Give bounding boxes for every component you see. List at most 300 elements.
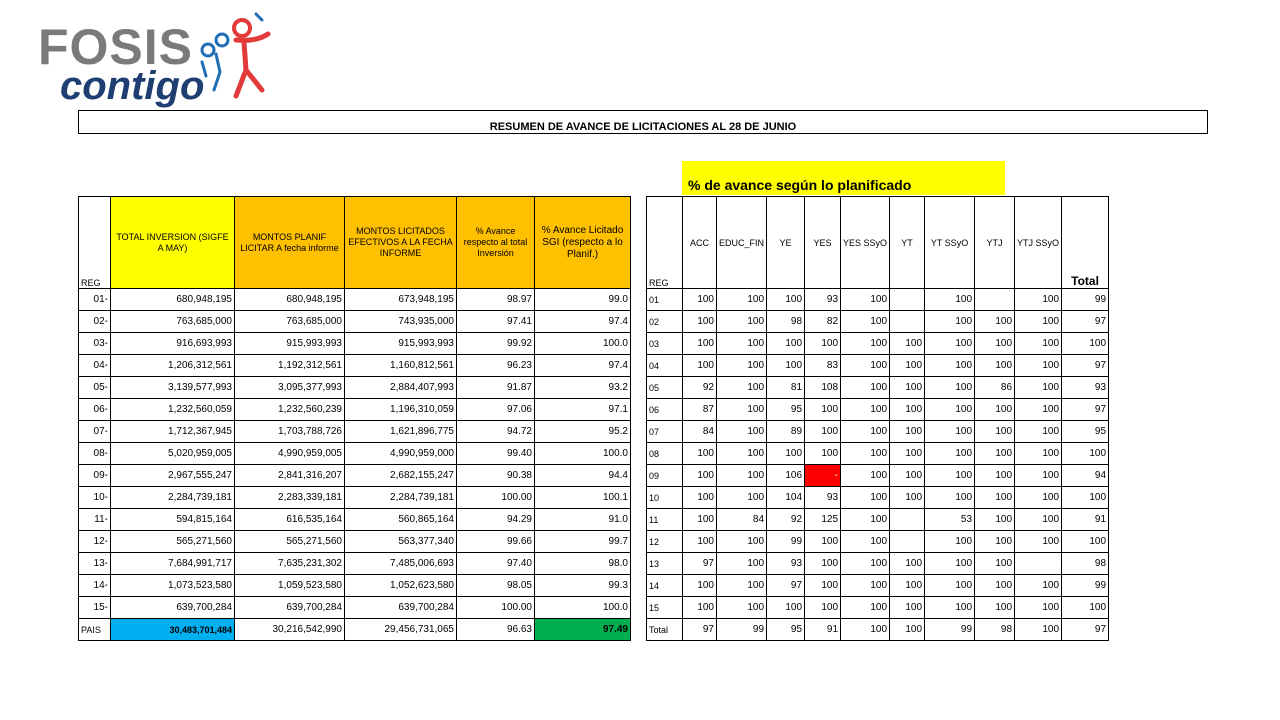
value-cell: 99.40 [457,443,535,465]
investment-header-row [79,197,631,289]
progress-cell: 100 [1062,531,1109,553]
region-cell: 08 [647,443,683,465]
progress-cell: 100 [1015,399,1062,421]
value-cell: 763,685,000 [235,311,345,333]
region-cell: 09- [79,465,111,487]
total-row [79,619,631,641]
progress-cell: 100 [767,443,805,465]
progress-cell: 100 [925,597,975,619]
progress-header-cell: YT SSyO [925,197,975,289]
value-cell: 1,052,623,580 [345,575,457,597]
progress-cell: 98 [1062,553,1109,575]
value-cell: 97.4 [535,311,631,333]
value-cell: 99.0 [535,289,631,311]
progress-cell: 100 [717,487,767,509]
progress-cell: 99 [1062,289,1109,311]
value-cell: 915,993,993 [235,333,345,355]
value-cell: 100.1 [535,487,631,509]
progress-cell: 100 [841,531,890,553]
table-row [647,399,1109,421]
value-cell: 560,865,164 [345,509,457,531]
progress-cell: 100 [1015,289,1062,311]
value-cell: 97.4 [535,355,631,377]
progress-cell: 100 [717,597,767,619]
progress-cell: 100 [925,553,975,575]
value-cell: 99.66 [457,531,535,553]
progress-cell: 100 [841,443,890,465]
progress-cell: 100 [1015,311,1062,333]
progress-cell: 100 [1062,443,1109,465]
progress-cell: 100 [683,333,717,355]
value-cell: 98.0 [535,553,631,575]
progress-cell: 97 [767,575,805,597]
progress-cell: 92 [767,509,805,531]
progress-cell: - [805,465,841,487]
progress-cell: 100 [717,553,767,575]
value-cell: 98.97 [457,289,535,311]
region-cell: 13 [647,553,683,575]
progress-cell: 100 [890,553,925,575]
progress-cell: 100 [1062,487,1109,509]
progress-cell: 100 [925,311,975,333]
progress-cell: 100 [925,421,975,443]
total-value-cell: 100 [841,619,890,641]
progress-cell: 100 [767,355,805,377]
progress-cell [975,289,1015,311]
progress-cell: 99 [1062,575,1109,597]
progress-cell: 91 [1062,509,1109,531]
logo-fosis-text: FOSIS [38,19,194,75]
progress-cell: 100 [925,377,975,399]
progress-cell: 100 [841,333,890,355]
progress-cell: 100 [1062,333,1109,355]
progress-cell: 89 [767,421,805,443]
header-montos-licitados: MONTOS LICITADOS EFECTIVOS A LA FECHA INFORME [345,197,457,289]
progress-cell: 100 [805,575,841,597]
progress-cell: 84 [717,509,767,531]
progress-cell: 100 [805,443,841,465]
progress-cell: 100 [1015,487,1062,509]
region-cell: 09 [647,465,683,487]
value-cell: 1,192,312,561 [235,355,345,377]
progress-cell: 100 [717,465,767,487]
table-row [79,443,631,465]
value-cell: 94.72 [457,421,535,443]
region-cell: 01 [647,289,683,311]
progress-cell [890,509,925,531]
progress-header-cell: EDUC_FIN [717,197,767,289]
progress-cell: 100 [975,355,1015,377]
region-cell: 07- [79,421,111,443]
progress-cell: 100 [717,377,767,399]
progress-cell: 95 [767,399,805,421]
table-row [79,311,631,333]
progress-cell: 100 [841,575,890,597]
total-value-cell: 96.63 [457,619,535,641]
region-cell: 14 [647,575,683,597]
region-cell: 01- [79,289,111,311]
progress-header-cell: YTJ SSyO [1015,197,1062,289]
progress-cell: 104 [767,487,805,509]
header-pct-licitado: % Avance Licitado SGI (respecto a lo Planif.) [535,197,631,289]
value-cell: 1,160,812,561 [345,355,457,377]
table-row [647,487,1109,509]
region-cell: 06 [647,399,683,421]
total-value-cell: 98 [975,619,1015,641]
value-cell: 639,700,284 [235,597,345,619]
progress-cell: 100 [683,443,717,465]
progress-cell: 100 [805,531,841,553]
progress-cell: 100 [717,575,767,597]
value-cell: 594,815,164 [111,509,235,531]
progress-cell: 100 [1015,509,1062,531]
progress-cell: 99 [767,531,805,553]
value-cell: 1,059,523,580 [235,575,345,597]
table-row [79,355,631,377]
progress-cell: 100 [717,311,767,333]
progress-cell: 100 [805,597,841,619]
progress-cell: 93 [767,553,805,575]
progress-cell: 100 [975,443,1015,465]
progress-cell: 100 [975,553,1015,575]
progress-cell: 100 [841,553,890,575]
progress-cell [890,311,925,333]
region-cell: 02- [79,311,111,333]
progress-cell: 100 [767,289,805,311]
progress-cell: 98 [767,311,805,333]
progress-cell: 53 [925,509,975,531]
progress-cell: 100 [975,509,1015,531]
progress-header-cell: YE [767,197,805,289]
table-row [79,399,631,421]
progress-cell: 100 [683,575,717,597]
progress-cell: 100 [683,487,717,509]
value-cell: 5,020,959,005 [111,443,235,465]
progress-cell: 84 [683,421,717,443]
progress-cell: 100 [805,399,841,421]
progress-cell: 100 [890,487,925,509]
table-row [647,421,1109,443]
progress-cell: 100 [683,355,717,377]
value-cell: 7,684,991,717 [111,553,235,575]
value-cell: 7,485,006,693 [345,553,457,575]
region-cell: 08- [79,443,111,465]
region-cell: 10 [647,487,683,509]
progress-header-cell: REG [647,197,683,289]
progress-cell: 100 [975,399,1015,421]
total-value-cell: 100 [890,619,925,641]
progress-cell: 100 [683,465,717,487]
table-row [647,289,1109,311]
region-cell: 02 [647,311,683,333]
progress-cell: 125 [805,509,841,531]
total-value-cell: 99 [925,619,975,641]
total-value-cell: 99 [717,619,767,641]
progress-cell: 81 [767,377,805,399]
progress-cell: 100 [975,421,1015,443]
progress-header-cell: Total [1062,197,1109,289]
progress-cell: 100 [841,311,890,333]
progress-cell: 100 [925,443,975,465]
progress-cell: 100 [683,289,717,311]
progress-cell: 93 [805,289,841,311]
fosis-logo [38,10,278,110]
progress-cell: 100 [1062,597,1109,619]
region-cell: 12 [647,531,683,553]
progress-cell: 97 [1062,355,1109,377]
progress-header-cell: ACC [683,197,717,289]
total-value-cell: 100 [1015,619,1062,641]
progress-cell: 82 [805,311,841,333]
value-cell: 563,377,340 [345,531,457,553]
table-row [647,377,1109,399]
progress-cell: 100 [890,465,925,487]
progress-cell [890,289,925,311]
progress-cell: 100 [841,465,890,487]
progress-cell: 100 [890,597,925,619]
header-montos-planif: MONTOS PLANIF LICITAR A fecha informe [235,197,345,289]
region-cell: 12- [79,531,111,553]
region-cell: 05 [647,377,683,399]
progress-header-cell: YTJ [975,197,1015,289]
table-row [647,465,1109,487]
progress-cell: 100 [841,399,890,421]
value-cell: 100.0 [535,443,631,465]
progress-cell: 100 [717,399,767,421]
value-cell: 97.06 [457,399,535,421]
header-pct-avance: % Avance respecto al total Inversión [457,197,535,289]
value-cell: 96.23 [457,355,535,377]
progress-cell: 100 [683,311,717,333]
region-cell: 06- [79,399,111,421]
table-row [79,531,631,553]
logo-people-icon [196,10,276,100]
value-cell: 565,271,560 [111,531,235,553]
progress-cell: 100 [767,597,805,619]
progress-cell: 100 [841,509,890,531]
progress-cell: 100 [841,377,890,399]
value-cell: 2,284,739,181 [111,487,235,509]
progress-cell: 100 [890,421,925,443]
header-total-inversion: TOTAL INVERSION (SIGFE A MAY) [111,197,235,289]
progress-cell: 100 [805,553,841,575]
total-value-cell: 29,456,731,065 [345,619,457,641]
progress-cell: 87 [683,399,717,421]
total-value-cell: 97 [1062,619,1109,641]
region-cell: 11- [79,509,111,531]
total-row [647,619,1109,641]
value-cell: 1,232,560,239 [235,399,345,421]
progress-cell: 106 [767,465,805,487]
table-row [79,509,631,531]
progress-cell: 100 [890,443,925,465]
value-cell: 916,693,993 [111,333,235,355]
progress-cell: 100 [841,355,890,377]
progress-cell: 100 [975,597,1015,619]
value-cell: 2,884,407,993 [345,377,457,399]
total-value-cell: 95 [767,619,805,641]
value-cell: 1,196,310,059 [345,399,457,421]
progress-cell [890,531,925,553]
table-row [647,553,1109,575]
progress-cell: 100 [805,333,841,355]
value-cell: 93.2 [535,377,631,399]
value-cell: 100.00 [457,597,535,619]
table-row [647,311,1109,333]
value-cell: 616,535,164 [235,509,345,531]
value-cell: 100.0 [535,333,631,355]
value-cell: 98.05 [457,575,535,597]
value-cell: 1,712,367,945 [111,421,235,443]
header-reg: REG [79,197,111,289]
value-cell: 94.29 [457,509,535,531]
progress-cell: 93 [805,487,841,509]
value-cell: 97.41 [457,311,535,333]
progress-cell: 100 [1015,575,1062,597]
table-row [79,553,631,575]
value-cell: 1,206,312,561 [111,355,235,377]
value-cell: 94.4 [535,465,631,487]
region-cell: 03 [647,333,683,355]
progress-cell: 100 [717,355,767,377]
value-cell: 99.7 [535,531,631,553]
total-value-cell: 97 [683,619,717,641]
value-cell: 99.92 [457,333,535,355]
progress-header-row [647,197,1109,289]
value-cell: 7,635,231,302 [235,553,345,575]
total-label-cell: PAIS [79,619,111,641]
value-cell: 90.38 [457,465,535,487]
value-cell: 673,948,195 [345,289,457,311]
progress-cell: 100 [1015,465,1062,487]
progress-cell: 100 [1015,443,1062,465]
planned-progress-banner: % de avance según lo planificado [682,161,1005,195]
progress-cell: 86 [975,377,1015,399]
value-cell: 99.3 [535,575,631,597]
table-row [647,355,1109,377]
table-row [647,531,1109,553]
value-cell: 3,095,377,993 [235,377,345,399]
region-cell: 05- [79,377,111,399]
progress-cell: 100 [717,289,767,311]
total-value-cell: 91 [805,619,841,641]
value-cell: 1,621,896,775 [345,421,457,443]
progress-cell: 100 [890,333,925,355]
progress-cell: 100 [925,487,975,509]
progress-cell: 97 [683,553,717,575]
progress-cell: 100 [841,421,890,443]
table-row [79,575,631,597]
progress-cell: 100 [975,575,1015,597]
region-cell: 11 [647,509,683,531]
progress-cell: 92 [683,377,717,399]
value-cell: 91.87 [457,377,535,399]
total-value-cell: 30,216,542,990 [235,619,345,641]
total-label-cell: Total [647,619,683,641]
investment-table [78,196,631,641]
value-cell: 100.00 [457,487,535,509]
progress-cell: 100 [1015,597,1062,619]
progress-cell: 100 [975,311,1015,333]
value-cell: 680,948,195 [235,289,345,311]
value-cell: 91.0 [535,509,631,531]
progress-cell: 100 [1015,333,1062,355]
value-cell: 95.2 [535,421,631,443]
progress-cell: 100 [717,443,767,465]
table-row [79,487,631,509]
progress-cell: 100 [975,487,1015,509]
region-cell: 15- [79,597,111,619]
region-cell: 14- [79,575,111,597]
table-row [647,333,1109,355]
progress-cell: 100 [767,333,805,355]
table-row [79,421,631,443]
total-value-cell: 97.49 [535,619,631,641]
progress-cell: 100 [925,575,975,597]
value-cell: 2,284,739,181 [345,487,457,509]
value-cell: 2,967,555,247 [111,465,235,487]
value-cell: 2,283,339,181 [235,487,345,509]
table-row [79,465,631,487]
progress-cell: 100 [975,531,1015,553]
progress-cell: 97 [1062,399,1109,421]
progress-cell: 100 [975,333,1015,355]
value-cell: 4,990,959,000 [345,443,457,465]
value-cell: 743,935,000 [345,311,457,333]
region-cell: 04 [647,355,683,377]
value-cell: 763,685,000 [111,311,235,333]
progress-cell: 95 [1062,421,1109,443]
value-cell: 915,993,993 [345,333,457,355]
progress-cell: 100 [717,531,767,553]
value-cell: 680,948,195 [111,289,235,311]
value-cell: 97.1 [535,399,631,421]
progress-cell: 100 [925,333,975,355]
progress-cell: 100 [717,421,767,443]
progress-cell: 100 [841,487,890,509]
progress-cell: 100 [1015,355,1062,377]
progress-cell: 100 [841,597,890,619]
progress-cell: 93 [1062,377,1109,399]
planned-progress-table [646,196,1109,641]
table-row [79,597,631,619]
value-cell: 3,139,577,993 [111,377,235,399]
progress-cell: 100 [890,355,925,377]
progress-cell: 100 [890,377,925,399]
value-cell: 1,703,788,726 [235,421,345,443]
logo-contigo-text: contigo [60,64,205,108]
progress-cell: 100 [1015,531,1062,553]
value-cell: 97.40 [457,553,535,575]
progress-cell: 100 [683,531,717,553]
progress-header-cell: YES [805,197,841,289]
value-cell: 2,682,155,247 [345,465,457,487]
progress-cell: 100 [683,597,717,619]
value-cell: 1,232,560,059 [111,399,235,421]
progress-cell: 100 [890,575,925,597]
value-cell: 565,271,560 [235,531,345,553]
progress-header-cell: YT [890,197,925,289]
progress-cell: 100 [1015,421,1062,443]
progress-cell: 108 [805,377,841,399]
table-row [79,377,631,399]
report-title: RESUMEN DE AVANCE DE LICITACIONES AL 28 DE JUNIO [78,110,1208,134]
table-row [647,443,1109,465]
region-cell: 10- [79,487,111,509]
value-cell: 2,841,316,207 [235,465,345,487]
region-cell: 07 [647,421,683,443]
table-row [79,333,631,355]
